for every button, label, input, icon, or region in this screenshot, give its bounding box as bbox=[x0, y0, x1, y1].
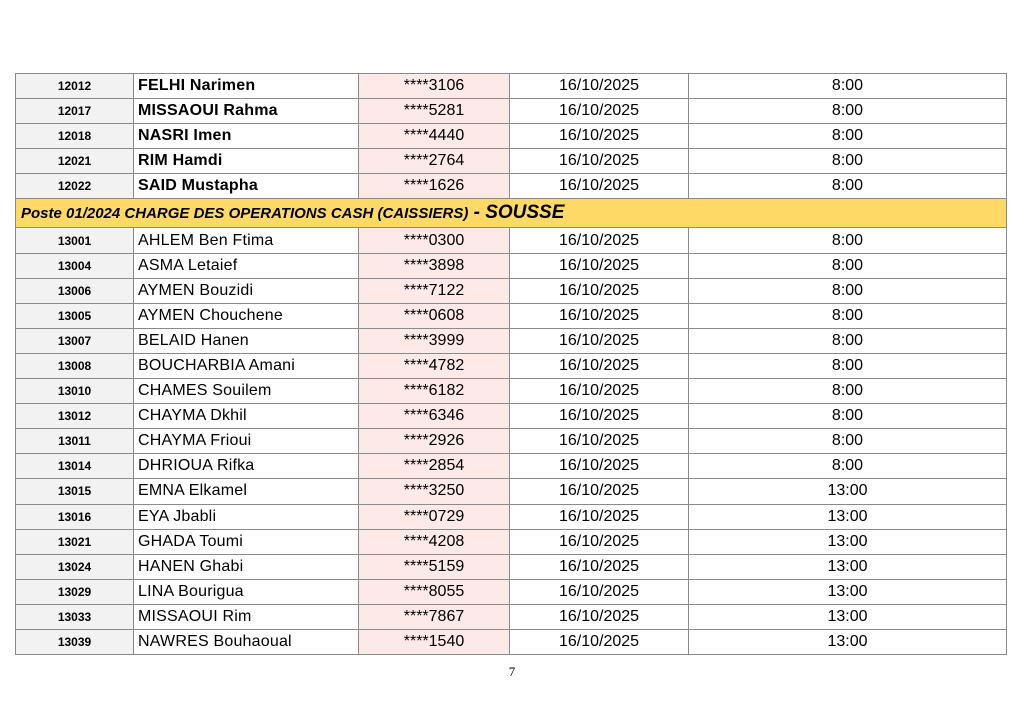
candidate-id-cell: 13016 bbox=[16, 504, 134, 529]
table-row bbox=[16, 604, 1007, 629]
exam-time-cell: 8:00 bbox=[689, 74, 1007, 99]
exam-time-cell: 13:00 bbox=[689, 629, 1007, 654]
candidate-id-cell: 13001 bbox=[16, 228, 134, 253]
candidate-name-cell: BOUCHARBIA Amani bbox=[134, 353, 359, 378]
candidates-table bbox=[15, 73, 1007, 655]
candidate-name-cell: NASRI Imen bbox=[134, 124, 359, 149]
candidate-id-cell: 12012 bbox=[16, 74, 134, 99]
candidate-cin-cell: ****5281 bbox=[359, 99, 510, 124]
candidate-name-cell: RIM Hamdi bbox=[134, 149, 359, 174]
exam-date-cell: 16/10/2025 bbox=[510, 353, 689, 378]
candidate-cin-cell: ****6346 bbox=[359, 404, 510, 429]
candidate-id-cell: 13010 bbox=[16, 379, 134, 404]
exam-date-cell: 16/10/2025 bbox=[510, 124, 689, 149]
table-row bbox=[16, 479, 1007, 504]
sousse-section-rows bbox=[16, 228, 1007, 655]
candidate-name-cell: NAWRES Bouhaoual bbox=[134, 629, 359, 654]
exam-time-cell: 13:00 bbox=[689, 554, 1007, 579]
table-row bbox=[16, 554, 1007, 579]
section-city: - SOUSSE bbox=[468, 201, 565, 223]
exam-date-cell: 16/10/2025 bbox=[510, 579, 689, 604]
table-row bbox=[16, 379, 1007, 404]
candidate-name-cell: ASMA Letaief bbox=[134, 253, 359, 278]
candidate-cin-cell: ****7867 bbox=[359, 604, 510, 629]
candidate-cin-cell: ****3898 bbox=[359, 253, 510, 278]
exam-time-cell: 8:00 bbox=[689, 228, 1007, 253]
page-number: 7 bbox=[508, 664, 516, 679]
candidate-name-cell: FELHI Narimen bbox=[134, 74, 359, 99]
candidate-name-cell: MISSAOUI Rahma bbox=[134, 99, 359, 124]
table-row bbox=[16, 353, 1007, 378]
candidate-cin-cell: ****1626 bbox=[359, 174, 510, 199]
candidate-cin-cell: ****0608 bbox=[359, 303, 510, 328]
exam-time-cell: 8:00 bbox=[689, 99, 1007, 124]
candidate-id-cell: 12018 bbox=[16, 124, 134, 149]
exam-date-cell: 16/10/2025 bbox=[510, 629, 689, 654]
exam-time-cell: 8:00 bbox=[689, 124, 1007, 149]
candidate-id-cell: 13007 bbox=[16, 328, 134, 353]
candidate-name-cell: BELAID Hanen bbox=[134, 328, 359, 353]
exam-time-cell: 8:00 bbox=[689, 303, 1007, 328]
table-row bbox=[16, 74, 1007, 99]
exam-time-cell: 13:00 bbox=[689, 504, 1007, 529]
exam-date-cell: 16/10/2025 bbox=[510, 74, 689, 99]
candidate-cin-cell: ****0729 bbox=[359, 504, 510, 529]
table-row bbox=[16, 149, 1007, 174]
candidate-name-cell: SAID Mustapha bbox=[134, 174, 359, 199]
table-row bbox=[16, 253, 1007, 278]
candidate-name-cell: AYMEN Bouzidi bbox=[134, 278, 359, 303]
candidate-cin-cell: ****2764 bbox=[359, 149, 510, 174]
candidate-cin-cell: ****1540 bbox=[359, 629, 510, 654]
table-row bbox=[16, 529, 1007, 554]
candidate-id-cell: 13012 bbox=[16, 404, 134, 429]
candidate-cin-cell: ****6182 bbox=[359, 379, 510, 404]
table-row bbox=[16, 504, 1007, 529]
candidate-id-cell: 13039 bbox=[16, 629, 134, 654]
candidate-id-cell: 13024 bbox=[16, 554, 134, 579]
table-row bbox=[16, 404, 1007, 429]
candidate-id-cell: 13015 bbox=[16, 479, 134, 504]
candidate-name-cell: CHAYMA Frioui bbox=[134, 429, 359, 454]
exam-time-cell: 8:00 bbox=[689, 379, 1007, 404]
candidate-name-cell: LINA Bourigua bbox=[134, 579, 359, 604]
candidate-cin-cell: ****7122 bbox=[359, 278, 510, 303]
candidate-name-cell: EYA Jbabli bbox=[134, 504, 359, 529]
section-header-row bbox=[16, 199, 1007, 228]
exam-date-cell: 16/10/2025 bbox=[510, 529, 689, 554]
candidate-cin-cell: ****2926 bbox=[359, 429, 510, 454]
candidate-cin-cell: ****3250 bbox=[359, 479, 510, 504]
exam-time-cell: 8:00 bbox=[689, 404, 1007, 429]
candidate-cin-cell: ****3106 bbox=[359, 74, 510, 99]
exam-time-cell: 8:00 bbox=[689, 429, 1007, 454]
exam-time-cell: 13:00 bbox=[689, 479, 1007, 504]
exam-time-cell: 8:00 bbox=[689, 454, 1007, 479]
candidate-cin-cell: ****5159 bbox=[359, 554, 510, 579]
candidate-name-cell: CHAYMA Dkhil bbox=[134, 404, 359, 429]
table-row bbox=[16, 328, 1007, 353]
candidate-id-cell: 13006 bbox=[16, 278, 134, 303]
candidate-name-cell: AYMEN Chouchene bbox=[134, 303, 359, 328]
exam-date-cell: 16/10/2025 bbox=[510, 253, 689, 278]
candidate-name-cell: HANEN Ghabi bbox=[134, 554, 359, 579]
table-row bbox=[16, 629, 1007, 654]
candidate-cin-cell: ****0300 bbox=[359, 228, 510, 253]
exam-date-cell: 16/10/2025 bbox=[510, 228, 689, 253]
exam-date-cell: 16/10/2025 bbox=[510, 554, 689, 579]
candidate-name-cell: AHLEM Ben Ftima bbox=[134, 228, 359, 253]
candidate-id-cell: 13029 bbox=[16, 579, 134, 604]
candidate-name-cell: GHADA Toumi bbox=[134, 529, 359, 554]
candidate-id-cell: 13004 bbox=[16, 253, 134, 278]
candidate-id-cell: 13014 bbox=[16, 454, 134, 479]
exam-date-cell: 16/10/2025 bbox=[510, 149, 689, 174]
exam-date-cell: 16/10/2025 bbox=[510, 303, 689, 328]
exam-date-cell: 16/10/2025 bbox=[510, 604, 689, 629]
candidate-id-cell: 12017 bbox=[16, 99, 134, 124]
candidate-name-cell: CHAMES Souilem bbox=[134, 379, 359, 404]
candidate-id-cell: 12021 bbox=[16, 149, 134, 174]
exam-date-cell: 16/10/2025 bbox=[510, 504, 689, 529]
table-row bbox=[16, 303, 1007, 328]
candidate-id-cell: 13008 bbox=[16, 353, 134, 378]
section-header bbox=[16, 199, 1007, 228]
candidate-cin-cell: ****8055 bbox=[359, 579, 510, 604]
candidate-id-cell: 13005 bbox=[16, 303, 134, 328]
candidate-cin-cell: ****4208 bbox=[359, 529, 510, 554]
table-row bbox=[16, 124, 1007, 149]
previous-section-rows bbox=[16, 74, 1007, 199]
table-row bbox=[16, 579, 1007, 604]
table-row bbox=[16, 174, 1007, 199]
candidate-cin-cell: ****2854 bbox=[359, 454, 510, 479]
exam-date-cell: 16/10/2025 bbox=[510, 379, 689, 404]
candidate-id-cell: 13011 bbox=[16, 429, 134, 454]
table-row bbox=[16, 454, 1007, 479]
exam-date-cell: 16/10/2025 bbox=[510, 99, 689, 124]
exam-time-cell: 8:00 bbox=[689, 253, 1007, 278]
candidate-id-cell: 13033 bbox=[16, 604, 134, 629]
exam-date-cell: 16/10/2025 bbox=[510, 454, 689, 479]
exam-date-cell: 16/10/2025 bbox=[510, 278, 689, 303]
exam-date-cell: 16/10/2025 bbox=[510, 479, 689, 504]
section-header-cell bbox=[16, 199, 1007, 228]
exam-time-cell: 8:00 bbox=[689, 278, 1007, 303]
candidate-name-cell: DHRIOUA Rifka bbox=[134, 454, 359, 479]
table-row bbox=[16, 99, 1007, 124]
exam-time-cell: 8:00 bbox=[689, 149, 1007, 174]
exam-time-cell: 13:00 bbox=[689, 579, 1007, 604]
table-row bbox=[16, 429, 1007, 454]
exam-date-cell: 16/10/2025 bbox=[510, 174, 689, 199]
candidate-id-cell: 13021 bbox=[16, 529, 134, 554]
candidate-cin-cell: ****3999 bbox=[359, 328, 510, 353]
exam-time-cell: 13:00 bbox=[689, 604, 1007, 629]
candidate-name-cell: MISSAOUI Rim bbox=[134, 604, 359, 629]
exam-time-cell: 8:00 bbox=[689, 328, 1007, 353]
table-row bbox=[16, 228, 1007, 253]
table-row bbox=[16, 278, 1007, 303]
exam-date-cell: 16/10/2025 bbox=[510, 328, 689, 353]
exam-date-cell: 16/10/2025 bbox=[510, 429, 689, 454]
candidate-cin-cell: ****4782 bbox=[359, 353, 510, 378]
exam-time-cell: 13:00 bbox=[689, 529, 1007, 554]
candidate-name-cell: EMNA Elkamel bbox=[134, 479, 359, 504]
exam-time-cell: 8:00 bbox=[689, 353, 1007, 378]
section-title: Poste 01/2024 CHARGE DES OPERATIONS CASH (CAISSIERS) bbox=[21, 204, 469, 222]
exam-time-cell: 8:00 bbox=[689, 174, 1007, 199]
candidate-id-cell: 12022 bbox=[16, 174, 134, 199]
candidate-cin-cell: ****4440 bbox=[359, 124, 510, 149]
exam-date-cell: 16/10/2025 bbox=[510, 404, 689, 429]
